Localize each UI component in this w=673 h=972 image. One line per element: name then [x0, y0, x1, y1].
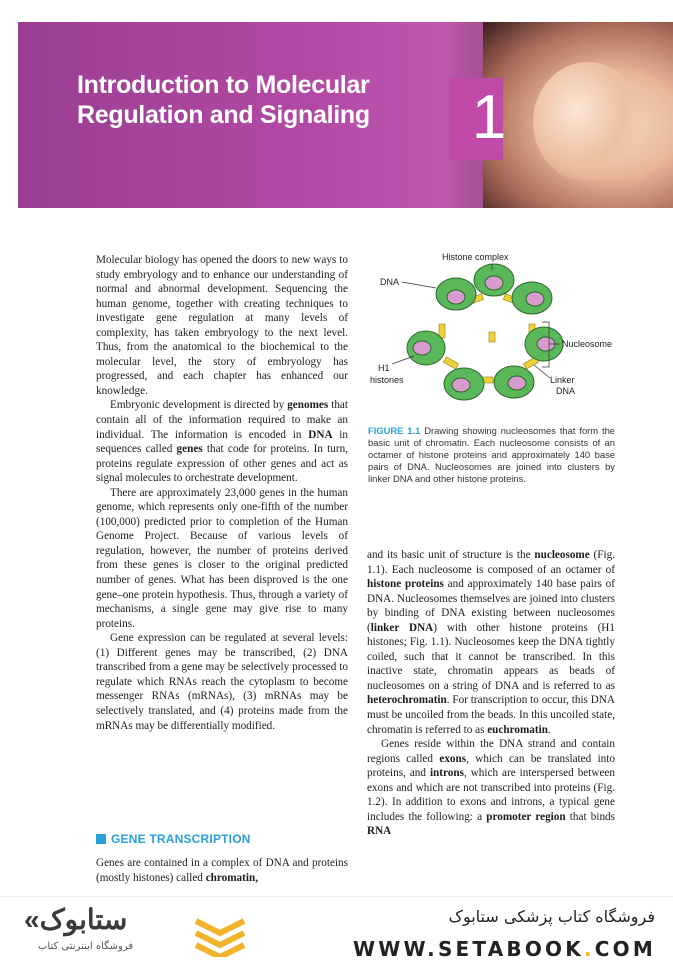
label-linker-dna: DNA	[556, 386, 576, 396]
heading-square-icon	[96, 834, 106, 844]
store-url: WWW.SETABOOK.COM	[353, 937, 656, 961]
chapter-title	[77, 70, 437, 130]
left-column-text	[96, 253, 348, 733]
label-h1: H1	[378, 363, 390, 373]
title-line-1: Introduction to Molecular	[77, 71, 370, 99]
nucleosome-diagram	[364, 252, 614, 412]
paragraph: Gene expression can be regulated at several levels: (1) Different genes may be transcribed, (2) DNA transcribed from a gene may be selectively processed to regulate which RNAs reach the cytoplasm to become messenger RNAs (mRNAs), (3) mRNAs may be selectively translated, and (4) proteins made from the mRNAs may be differentially modified.	[96, 632, 348, 732]
store-logo-subtitle: فروشگاه اینترنتی کتاب	[38, 941, 134, 952]
book-logo-icon	[190, 911, 250, 957]
chapter-number: 1	[471, 83, 507, 152]
paragraph: Genes reside within the DNA strand and contain regions called exons, which can be translated into proteins, and introns, which are interspersed between exons and which are not transcribed into proteins (Fig. 1.2). In addition to exons and introns, a typical gene includes the following: a promoter region that binds RNA	[367, 738, 615, 838]
paragraph: and its basic unit of structure is the nucleosome (Fig. 1.1). Each nucleosome is composed of an octamer of histone proteins and approximately 140 base pairs of DNA. Nucleosomes themselves are joined into clusters by binding of DNA existing between nucleosomes (linker DNA) with other histone proteins (H1 histones; Fig. 1.1). Nucleosomes keep the DNA tightly coiled, such that it cannot be transcribed. In this inactive state, chromatin appears as beads of nucleosomes on a string of DNA and is referred to as heterochromatin. For transcription to occur, this DNA must be uncoiled from the beads. In this uncoiled state, chromatin is referred to as euchromatin.	[367, 549, 616, 736]
label-nucleosome: Nucleosome	[562, 339, 613, 349]
label-histones: histones	[370, 375, 404, 385]
paragraph: Embryonic development is directed by genomes that contain all of the information required to make an individual. The information is encoded in DNA in sequences called genes that code for proteins. In turn, proteins regulate expression of other genes and act as signal molecules to orchestrate development.	[96, 399, 349, 485]
figure-caption: FIGURE 1.1 Drawing showing nucleosomes that form the basic unit of chromatin. Each nucleosome consists of an octamer of histone proteins and approximately 140 base pairs of DNA. Nucleosomes are joined into clusters by linker DNA and other histone proteins.	[368, 425, 615, 484]
nucleosome-figure	[364, 252, 614, 412]
label-histone-complex: Histone complex	[442, 252, 509, 262]
store-footer	[0, 896, 673, 972]
store-logo-text: «ستابوک	[24, 904, 128, 935]
figure-tag: FIGURE 1.1	[368, 425, 421, 436]
label-linker: Linker	[550, 375, 575, 385]
section-heading: GENE TRANSCRIPTION	[96, 832, 348, 846]
section-text	[96, 856, 348, 885]
store-name: فروشگاه کتاب پزشکی ستابوک	[448, 907, 655, 926]
paragraph: There are approximately 23,000 genes in the human genome, which represents only one-fifth of the number (100,000) predicted prior to completion of the Human Genome Project. Because of various levels of regulation, however, the number of proteins derived from these genes is closer to the original predicted number of genes. What has been disproved is the one gene–one protein hypothesis. Thus, through a variety of mechanisms, a single gene may give rise to many proteins.	[96, 486, 348, 630]
paragraph: Molecular biology has opened the doors to new ways to study embryology and to enhance our understanding of normal and abnormal development. Sequencing the human genome, together with creating techniques to investigate gene regulation at many levels of complexity, has taken embryology to the next level. Thus, from the anatomical to the biochemical to the molecular level, the story of embryology has progressed, and each chapter has enhanced our knowledge.	[96, 254, 348, 397]
right-column-text	[367, 548, 615, 839]
title-line-2: Regulation and Signaling	[77, 101, 370, 129]
label-dna: DNA	[380, 277, 400, 287]
paragraph: Genes are contained in a complex of DNA and proteins (mostly histones) called chromatin,	[96, 857, 348, 884]
